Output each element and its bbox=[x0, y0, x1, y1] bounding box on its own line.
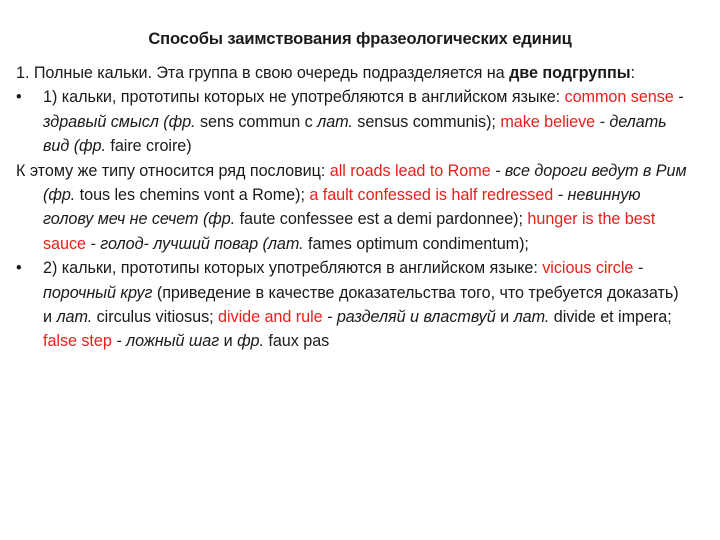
p2-example2-en: make believe bbox=[500, 112, 596, 131]
p4-example1-note: (приведение в качестве доказательства того, что требуется доказать) и bbox=[43, 283, 679, 327]
p1-text: 1. Полные кальки. Эта группа в свою очередь подразделяется на bbox=[16, 64, 510, 82]
slide-body bbox=[16, 61, 688, 354]
p1-emphasis: две подгруппы bbox=[509, 64, 631, 82]
p3-example1-fr-abbr: (фр. bbox=[43, 186, 76, 205]
bullet-item-2 bbox=[16, 256, 688, 354]
p3-example2-en: a fault confessed is half redressed bbox=[309, 186, 554, 205]
bullet-item-1 bbox=[16, 85, 688, 158]
p4-intro: 2) кальки, прототипы которых употребляются в английском языке: bbox=[43, 259, 543, 278]
p3-example3-ru: - голод- лучший повар bbox=[85, 234, 263, 253]
p3-example1-en: all roads lead to Rome bbox=[329, 161, 491, 180]
p4-example3-and: и bbox=[219, 332, 238, 351]
p3-example3-lat-text: fames optimum condimentum); bbox=[303, 234, 529, 253]
p3-intro: К этому же типу относится ряд пословиц: bbox=[16, 161, 330, 180]
paragraph-proverbs bbox=[16, 159, 688, 257]
p2-example2-fr-text: faire croire) bbox=[105, 137, 192, 156]
p3-example2-fr-text: faute confessee est a demi pardonnee); bbox=[235, 210, 528, 229]
p3-example2-ru: - невинную голову меч не сечет bbox=[43, 186, 641, 229]
p4-example3-fr-text: faux pas bbox=[263, 332, 330, 351]
p4-example2-lat-abbr: лат. bbox=[513, 308, 550, 327]
p1-colon: : bbox=[630, 64, 635, 82]
p4-example3-en: false step bbox=[43, 332, 112, 351]
p4-example1-en: vicious circle bbox=[542, 259, 634, 278]
p4-example2-and: и bbox=[495, 308, 514, 327]
slide-title: Способы заимствования фразеологических единиц bbox=[148, 30, 572, 48]
p3-example1-fr-text: tous les chemins vont a Rome); bbox=[75, 186, 310, 205]
p2-example2-fr-abbr: (фр. bbox=[73, 137, 106, 156]
p3-example3-en: hunger is the best sauce bbox=[43, 210, 656, 253]
p3-example1-ru: - все дороги ведут в Рим bbox=[490, 161, 687, 180]
p2-intro: 1) кальки, прототипы которых не употребляются в английском языке: bbox=[43, 88, 565, 107]
p4-example1-lat-text: circulus vitiosus; bbox=[92, 308, 219, 327]
p2-example2-ru: - делать вид bbox=[43, 112, 667, 156]
p4-example2-lat-text: divide et impera; bbox=[549, 308, 672, 327]
p4-example2-ru: - разделяй и властвуй bbox=[322, 308, 496, 327]
p2-example-en: common sense bbox=[564, 88, 674, 107]
p3-example2-fr-abbr: (фр. bbox=[202, 210, 236, 229]
p2-example-ru: - здравый смысл bbox=[43, 88, 684, 131]
p4-example3-ru: - ложный шаг bbox=[111, 332, 220, 351]
bullet-icon: • bbox=[16, 259, 22, 278]
p4-example2-en: divide and rule bbox=[218, 308, 323, 327]
bullet-icon: • bbox=[16, 88, 22, 107]
paragraph-full-calques bbox=[16, 61, 688, 85]
p2-lat-text: sensus communis); bbox=[352, 112, 501, 131]
p2-fr-abbr: (фр. bbox=[163, 112, 196, 131]
p4-example1-lat-abbr: лат. bbox=[56, 308, 93, 327]
p2-lat-abbr: лат. bbox=[317, 112, 353, 131]
p2-fr-text: sens commun с bbox=[195, 112, 318, 131]
p4-example3-fr-abbr: фр. bbox=[237, 332, 264, 351]
p3-example3-lat-abbr: (лат. bbox=[262, 234, 304, 253]
p4-example1-ru: - порочный круг bbox=[43, 259, 644, 302]
